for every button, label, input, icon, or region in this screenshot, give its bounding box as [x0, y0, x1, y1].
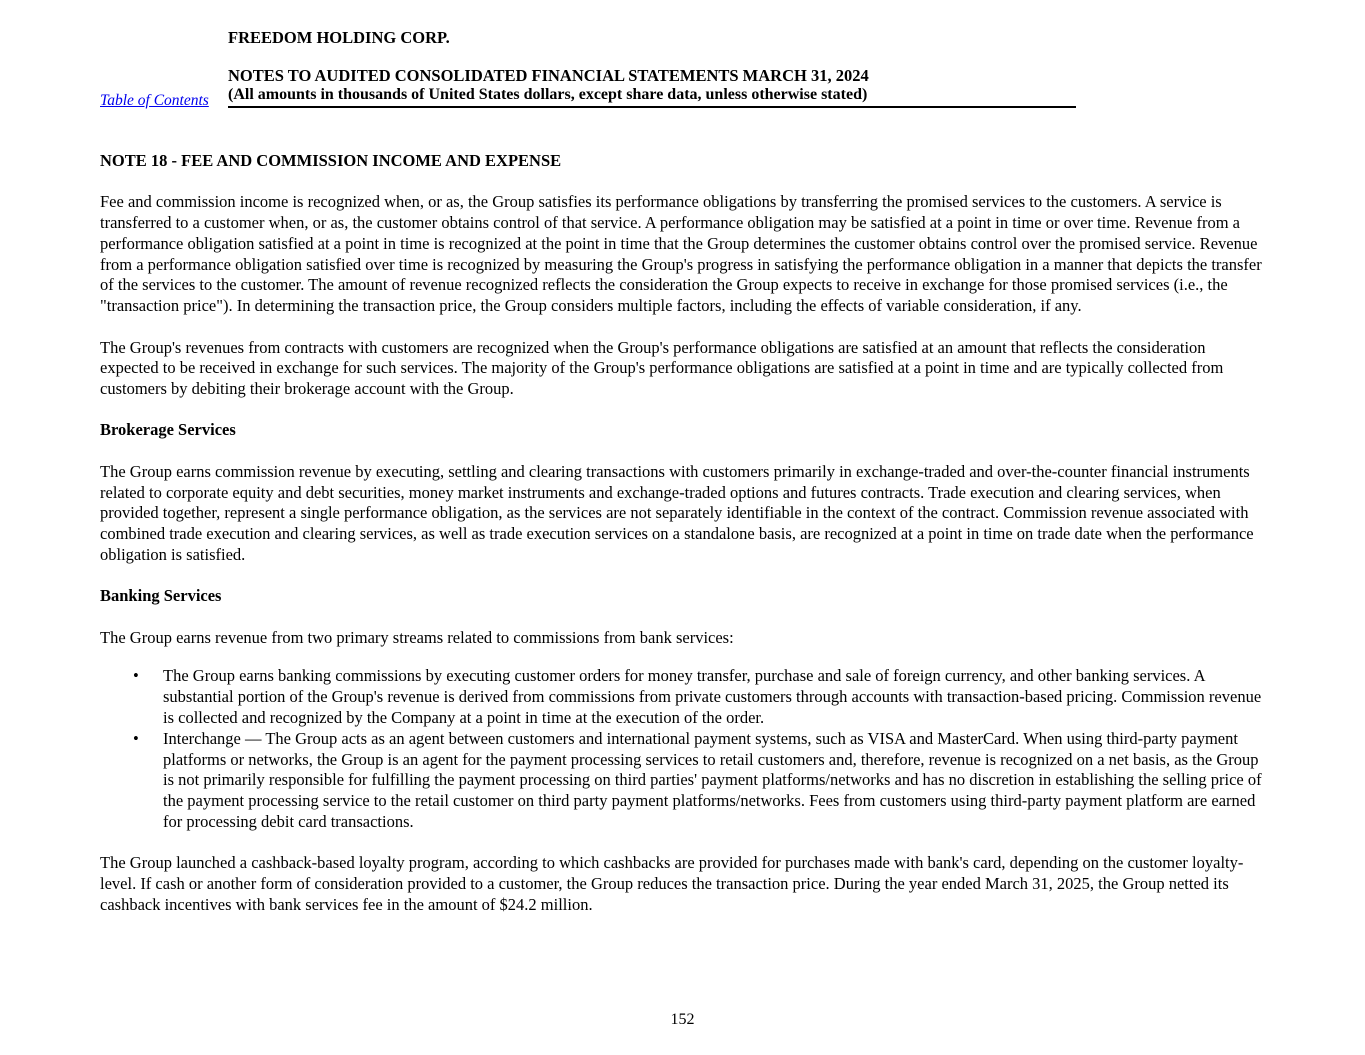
bullet-text-interchange: Interchange — The Group acts as an agent between customers and international payment systems, such as VISA and MasterCard. When using third-party payment platforms or networks, the Group is an agent for the payment processing services to retail customers and, therefore, revenue is recognized on a net basis, as the Group is not primarily responsible for fulfilling the payment processing on third parties' payment platforms/networks and has no discretion in establishing the selling price of the payment processing service to the retail customer on third party payment platforms/networks. Fees from customers using third-party payment platform are earned for processing debit card transactions.: [163, 728, 1262, 831]
banking-services-heading: Banking Services: [100, 586, 222, 606]
paragraph-cashback: The Group launched a cashback-based loyalty program, according to which cashbacks are provided for purchases made with bank's card, depending on the customer loyalty-level. If cash or another form of consideration provided to a customer, the Group reduces the transaction price. During the year ended March 31, 2025, the Group netted its cashback incentives with bank services fee in the amount of $24.2 million.: [100, 853, 1244, 914]
banking-bullet-list: [100, 666, 1264, 832]
brokerage-services-heading: Brokerage Services: [100, 420, 236, 440]
table-of-contents-link[interactable]: Table of Contents: [100, 92, 209, 109]
bullet-icon: •: [133, 666, 139, 686]
document-title: NOTES TO AUDITED CONSOLIDATED FINANCIAL STATEMENTS MARCH 31, 2024: [228, 66, 869, 85]
paragraph-banking-intro: The Group earns revenue from two primary streams related to commissions from bank services:: [100, 627, 734, 647]
bullet-text-commissions: The Group earns banking commissions by executing customer orders for money transfer, purchase and sale of foreign currency, and other banking services. A substantial portion of the Group's revenue is derived from commissions from private customers through accounts with transaction-based pricing. Commission revenue is collected and recognized by the Company at a point in time at the execution of the order.: [163, 666, 1262, 727]
page-number: 152: [670, 1011, 695, 1028]
paragraph-revenue-recognition: Fee and commission income is recognized when, or as, the Group satisfies its performance obligations by transferring the promised services to the customers. A service is transferred to a customer when, or as, the customer obtains control of that service. A performance obligation may be satisfied at a point in time or over time. Revenue from a performance obligation satisfied at a point in time is recognized at the point in time that the Group determines the customer obtains control over the promised service. Revenue from a performance obligation satisfied over time is recognized by measuring the Group's progress in satisfying the performance obligation in a manner that depicts the transfer of the services to the customer. The amount of revenue recognized reflects the consideration the Group expects to receive in exchange for those promised services (i.e., the "transaction price"). In determining the transaction price, the Group considers multiple factors, including the effects of variable consideration, if any.: [100, 192, 1262, 316]
note-body: [100, 151, 1264, 916]
document-subtitle: (All amounts in thousands of United States dollars, except share data, unless otherwise stated): [228, 85, 1076, 108]
bullet-icon: •: [133, 728, 139, 748]
document-header: [228, 28, 1076, 108]
bullet-item: [100, 666, 1264, 728]
bullet-item: [100, 729, 1264, 833]
note-heading: NOTE 18 - FEE AND COMMISSION INCOME AND EXPENSE: [100, 151, 562, 170]
company-name: FREEDOM HOLDING CORP.: [228, 28, 450, 47]
paragraph-contracts: The Group's revenues from contracts with customers are recognized when the Group's performance obligations are satisfied at an amount that reflects the consideration expected to be received in exchange for such services. The majority of the Group's performance obligations are satisfied at a point in time and are typically collected from customers by debiting their brokerage account with the Group.: [100, 337, 1224, 399]
paragraph-brokerage: The Group earns commission revenue by executing, settling and clearing transactions with customers primarily in exchange-traded and over-the-counter financial instruments related to corporate equity and debt securities, money market instruments and exchange-traded options and futures contracts. Trade execution and clearing services, when provided together, represent a single performance obligation, as the services are not separately identifiable in the context of the contract. Commission revenue associated with combined trade execution and clearing services, as well as trade execution services on a standalone basis, are recognized at a point in time on trade date when the performance obligation is satisfied.: [100, 461, 1254, 564]
